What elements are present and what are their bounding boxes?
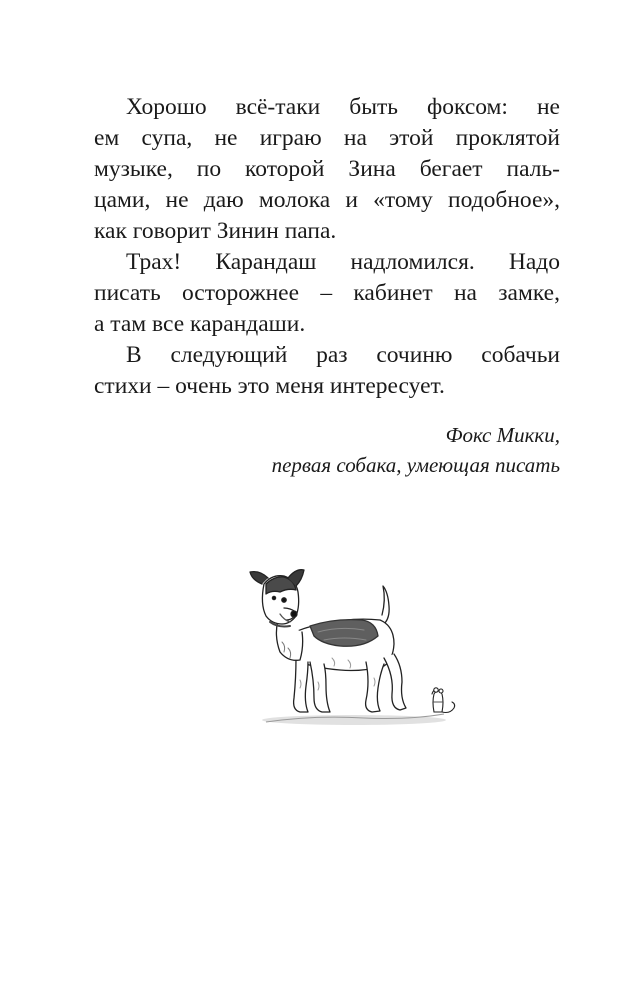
text-line: В следующий раз сочиню собачьи [126,342,560,368]
text-line: а там все карандаши. [94,311,306,337]
mouse-icon [432,688,455,713]
text-line: стихи – очень это меня интересует. [94,373,445,399]
text-line: Трах! Карандаш надломился. Надо [126,249,560,275]
ground-shadow [262,715,446,725]
signature [140,420,560,480]
text-line: как говорит Зинин папа. [94,218,337,244]
text-line: Хорошо всё-таки быть фоксом: не [126,94,560,120]
text-line: ем супа, не играю на этой проклятой [94,125,560,151]
dog-icon [250,570,406,712]
dog-illustration [244,562,469,737]
signature-name: Фокс Микки, [445,423,560,447]
text-line: писать осторожнее – кабинет на замке, [94,280,560,306]
text-line: музыке, по которой Зина бегает паль- [94,156,560,182]
text-line: цами, не даю молока и «тому подобное», [94,187,560,213]
signature-title: первая собака, умеющая писать [271,453,560,477]
body-text [94,92,560,402]
